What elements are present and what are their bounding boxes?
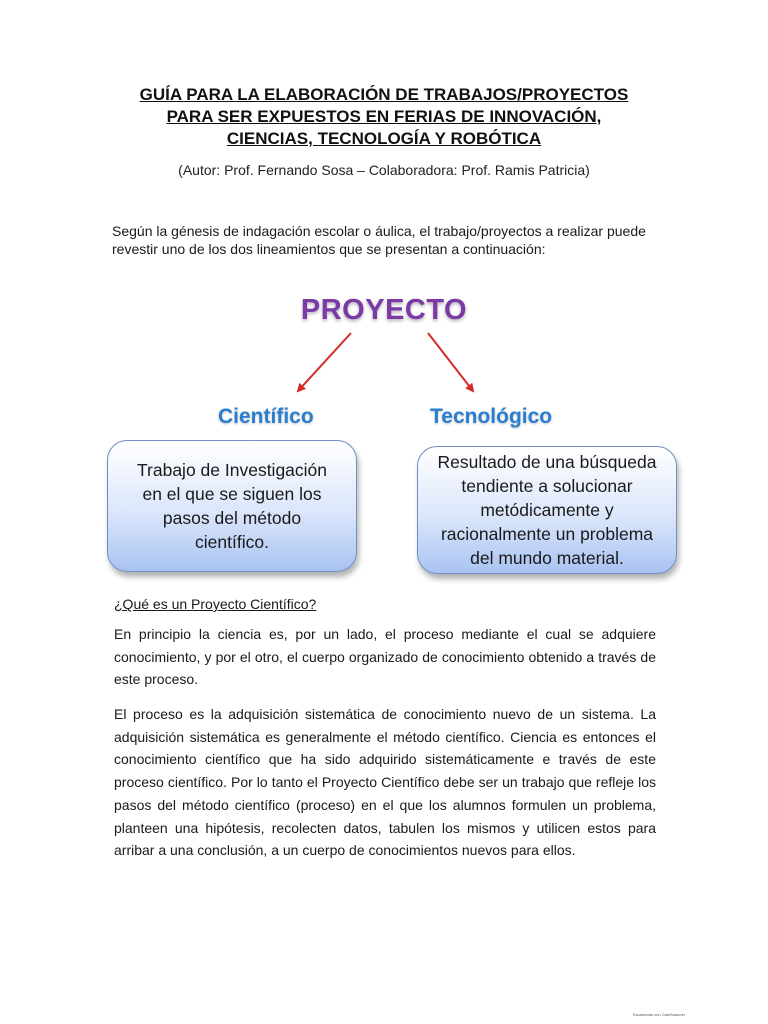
intro-line: revestir uno de los dos lineamientos que se presentan a continuación: (112, 241, 546, 257)
title-line: CIENCIAS, TECNOLOGÍA Y ROBÓTICA (226, 129, 542, 148)
intro-paragraph (112, 222, 672, 258)
technological-label: Tecnológico (430, 405, 553, 428)
diagram-root-label: PROYECTO (300, 294, 468, 326)
paragraph-line: conocimiento, y por el otro, el cuerpo organizado de conocimiento obtenido a través de (114, 648, 656, 665)
box-line: del mundo material. (470, 548, 624, 568)
box-line: Trabajo de Investigación (136, 460, 328, 480)
box-line: Resultado de una búsqueda (437, 452, 657, 472)
paragraph-line: adquisición sistemática es generalmente el método científico. Ciencia es entonces el (114, 728, 656, 745)
paragraph-1 (114, 623, 656, 691)
arrow-left (298, 333, 351, 391)
paragraph-line: proceso científico. Por lo tanto el Proyecto Científico debe ser un trabajo que refleje los (114, 774, 656, 791)
box-line: metódicamente y (480, 500, 614, 520)
box-line: tendiente a solucionar (461, 476, 633, 496)
paragraph-line: pasos del método científico (proceso) en el que los alumnos formulen un problema, (114, 796, 656, 813)
paragraph-line: En principio la ciencia es, por un lado, el proceso mediante el cual se adquiere (114, 626, 656, 642)
document-title (80, 84, 688, 150)
box-line: científico. (195, 532, 269, 552)
box-line: pasos del método (162, 508, 302, 528)
paragraph-line: planteen una hipótesis, recolecten datos, tabulen los mismos y utilicen estos para (114, 819, 656, 836)
box-line: racionalmente un problema (440, 524, 654, 544)
paragraph-line: este proceso. (114, 671, 199, 688)
paragraph-line: conocimiento científico que ha sido adquirido sistemáticamente e través de este (114, 751, 656, 768)
paragraph-line: El proceso es la adquisición sistemática de conocimiento nuevo de un sistema. La (114, 706, 656, 722)
intro-line: Según la génesis de indagación escolar o áulica, el trabajo/proyectos a realizar puede (112, 223, 646, 239)
arrow-right (428, 333, 473, 391)
scientific-box (107, 440, 357, 572)
paragraph-2 (114, 703, 656, 862)
scientific-label: Científico (218, 405, 314, 428)
title-line: GUÍA PARA LA ELABORACIÓN DE TRABAJOS/PROYECTOS (139, 85, 629, 104)
box-line: en el que se siguen los (142, 484, 322, 504)
author-line: (Autor: Prof. Fernando Sosa – Colaboradora: Prof. Ramis Patricia) (178, 162, 590, 178)
section-heading: ¿Qué es un Proyecto Científico? (114, 596, 317, 612)
title-line: PARA SER EXPUESTOS EN FERIAS DE INNOVACIÓN, (166, 107, 602, 126)
scanner-watermark: Escaneado con CamScanner (633, 1012, 686, 1017)
paragraph-line: arribar a una conclusión, a un cuerpo de conocimientos nuevos para ellos. (114, 842, 576, 859)
technological-box (417, 446, 677, 574)
